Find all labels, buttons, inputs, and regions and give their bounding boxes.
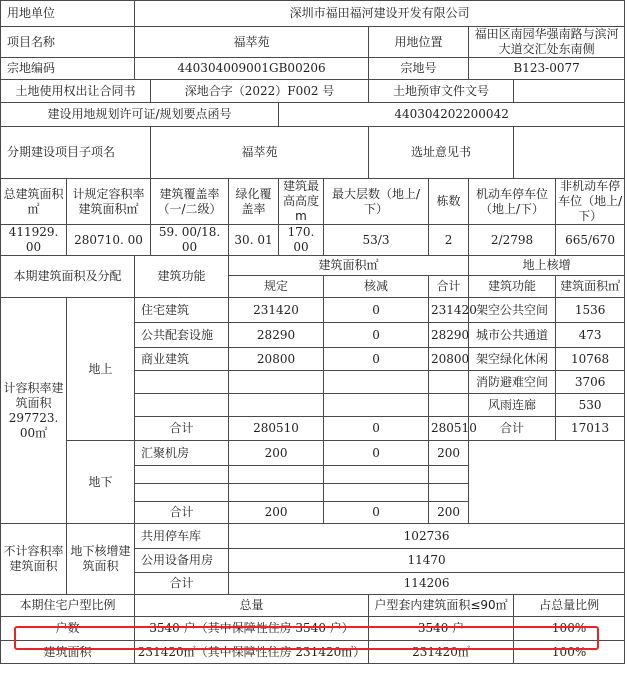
reduced-cell: 0: [324, 348, 429, 371]
value-building-count: 2: [429, 225, 469, 256]
site-opinion-value: [514, 127, 625, 179]
value-green-rate: 30. 01: [229, 225, 279, 256]
row-area-header-1: [1, 256, 625, 276]
phase-label: 分期建设项目子项名: [1, 127, 151, 179]
above-ground-label: 地上: [67, 298, 135, 441]
extra-function-cell: 架空绿化休闲: [469, 348, 556, 371]
header-far-area: 计规定容积率建筑面积㎡: [67, 179, 151, 225]
header-max-floors: 最大层数（地上/下）: [324, 179, 429, 225]
units-small: 3540 户: [369, 617, 514, 641]
non-far-subtotal-label: 合计: [135, 573, 229, 595]
area-function-label: 建筑功能: [135, 256, 229, 298]
blank-cell: [469, 441, 625, 524]
project-name-label: 项目名称: [1, 27, 135, 58]
value-far-area: 280710. 00: [67, 225, 151, 256]
row-land-user: [1, 1, 625, 27]
extra-area-cell: 10768: [556, 348, 625, 371]
row-housing-header: [1, 595, 625, 617]
permit-value: 440304202200042: [279, 103, 625, 127]
non-far-subtotal-value: 114206: [229, 573, 625, 595]
housing-area-total: 231420㎡（其中保障性住房 231420㎡）: [135, 641, 369, 664]
total-cell: 20800: [429, 348, 469, 371]
value-coverage: 59. 00/18. 00: [151, 225, 229, 256]
below-subtotal-label: 合计: [135, 502, 229, 524]
housing-area-share: 100%: [514, 641, 625, 664]
extra-function-label: 建筑功能: [469, 276, 556, 298]
contract-value: 深地合字（2022）F002 号: [151, 80, 369, 103]
land-location-label: 用地位置: [369, 27, 469, 58]
prereview-value: [514, 80, 625, 103]
empty-cell: [229, 466, 324, 484]
function-cell: [135, 371, 229, 394]
phase-value: 福萃苑: [151, 127, 369, 179]
function-cell: 公用设备用房: [135, 549, 229, 573]
planned-cell: [229, 394, 324, 417]
planned-cell: 231420: [229, 298, 324, 323]
empty-cell: [135, 484, 229, 502]
reduced-cell: 0: [324, 441, 429, 466]
housing-area-label: 建筑面积: [1, 641, 135, 664]
header-coverage: 建筑覆盖率（一/二级）: [151, 179, 229, 225]
empty-cell: [135, 466, 229, 484]
above-subtotal-reduced: 0: [324, 417, 429, 441]
row-phase: [1, 127, 625, 179]
housing-small-label: 户型套内建筑面积≤90㎡: [369, 595, 514, 617]
extra-subtotal-label: 合计: [469, 417, 556, 441]
extra-area-cell: 473: [556, 323, 625, 348]
value-total-area: 411929. 00: [1, 225, 67, 256]
value-bike-parking: 665/670: [556, 225, 625, 256]
extra-function-cell: 风雨连廊: [469, 394, 556, 417]
units-share: 100%: [514, 617, 625, 641]
reduced-cell: [324, 371, 429, 394]
housing-ratio-label: 本期住宅户型比例: [1, 595, 135, 617]
below-subtotal-total: 200: [429, 502, 469, 524]
site-opinion-label: 选址意见书: [369, 127, 514, 179]
value-max-floors: 53/3: [324, 225, 429, 256]
header-total-area: 总建筑面积㎡: [1, 179, 67, 225]
row-parcel: [1, 58, 625, 80]
housing-area-small: 231420㎡: [369, 641, 514, 664]
land-user-label: 用地单位: [1, 1, 135, 27]
far-group-label: 计容积率建筑面积 297723. 00㎡: [1, 298, 67, 524]
value-cell: 102736: [229, 524, 625, 549]
function-cell: [135, 394, 229, 417]
area-total-label: 合计: [429, 276, 469, 298]
prereview-label: 土地预审文件文号: [369, 80, 514, 103]
empty-cell: [324, 484, 429, 502]
empty-cell: [324, 466, 429, 484]
extra-function-cell: 城市公共通道: [469, 323, 556, 348]
underground-extra-label: 地下核增建筑面积: [67, 524, 135, 595]
area-extra-label: 地上核增: [469, 256, 625, 276]
extra-area-cell: 1536: [556, 298, 625, 323]
units-total: 3540 户（其中保障性住房 3540 户）: [135, 617, 369, 641]
below-subtotal-reduced: 0: [324, 502, 429, 524]
empty-cell: [429, 466, 469, 484]
row-housing-area: [1, 641, 625, 664]
table-row: [1, 524, 625, 549]
row-housing-units: [1, 617, 625, 641]
function-cell: 共用停车库: [135, 524, 229, 549]
extra-function-cell: 架空公共空间: [469, 298, 556, 323]
total-cell: 28290: [429, 323, 469, 348]
total-cell: 231420: [429, 298, 469, 323]
above-subtotal-planned: 280510: [229, 417, 324, 441]
empty-cell: [429, 484, 469, 502]
extra-area-cell: 530: [556, 394, 625, 417]
row-permit: [1, 103, 625, 127]
total-cell: [429, 371, 469, 394]
reduced-cell: 0: [324, 323, 429, 348]
non-far-label: 不计容积率建筑面积: [1, 524, 67, 595]
area-section-label: 本期建筑面积及分配: [1, 256, 135, 298]
above-subtotal-total: 280510: [429, 417, 469, 441]
housing-total-label: 总量: [135, 595, 369, 617]
extra-area-label: 建筑面积㎡: [556, 276, 625, 298]
planned-cell: [229, 371, 324, 394]
housing-share-label: 占总量比例: [514, 595, 625, 617]
reduced-cell: 0: [324, 298, 429, 323]
contract-label: 土地使用权出让合同书: [1, 80, 151, 103]
below-ground-label: 地下: [67, 441, 135, 524]
value-cell: 11470: [229, 549, 625, 573]
area-amount-label: 建筑面积㎡: [229, 256, 469, 276]
value-car-parking: 2/2798: [469, 225, 556, 256]
area-planned-label: 规定: [229, 276, 324, 298]
permit-label: 建设用地规划许可证/规划要点函号: [1, 103, 279, 127]
project-name-value: 福萃苑: [135, 27, 369, 58]
land-location-value: 福田区南园华强南路与滨河大道交汇处东南侧: [469, 27, 625, 58]
table-row: [1, 298, 625, 323]
units-label: 户数: [1, 617, 135, 641]
above-subtotal-label: 合计: [135, 417, 229, 441]
reduced-cell: [324, 394, 429, 417]
planned-cell: 28290: [229, 323, 324, 348]
empty-cell: [229, 484, 324, 502]
row-indicator-values: [1, 225, 625, 256]
planned-cell: 200: [229, 441, 324, 466]
row-indicator-headers: [1, 179, 625, 225]
total-cell: [429, 394, 469, 417]
parcel-no-value: B123-0077: [469, 58, 625, 80]
below-subtotal-planned: 200: [229, 502, 324, 524]
function-cell: 商业建筑: [135, 348, 229, 371]
header-green-rate: 绿化覆盖率: [229, 179, 279, 225]
parcel-code-label: 宗地编码: [1, 58, 135, 80]
header-max-height: 建筑最高高度 m: [279, 179, 324, 225]
header-car-parking: 机动车停车位（地上/下）: [469, 179, 556, 225]
extra-area-cell: 3706: [556, 371, 625, 394]
total-cell: 200: [429, 441, 469, 466]
table-row: [1, 441, 625, 466]
parcel-no-label: 宗地号: [369, 58, 469, 80]
area-reduced-label: 核减: [324, 276, 429, 298]
function-cell: 汇聚机房: [135, 441, 229, 466]
extra-function-cell: 消防避难空间: [469, 371, 556, 394]
land-user-value: 深圳市福田福河建设开发有限公司: [135, 1, 625, 27]
planned-cell: 20800: [229, 348, 324, 371]
row-project: [1, 27, 625, 58]
parcel-code-value: 440304009001GB00206: [135, 58, 369, 80]
function-cell: 住宅建筑: [135, 298, 229, 323]
row-contract: [1, 80, 625, 103]
extra-subtotal-value: 17013: [556, 417, 625, 441]
value-max-height: 170. 00: [279, 225, 324, 256]
header-bike-parking: 非机动车停车位（地上/下）: [556, 179, 625, 225]
header-building-count: 栋数: [429, 179, 469, 225]
function-cell: 公共配套设施: [135, 323, 229, 348]
